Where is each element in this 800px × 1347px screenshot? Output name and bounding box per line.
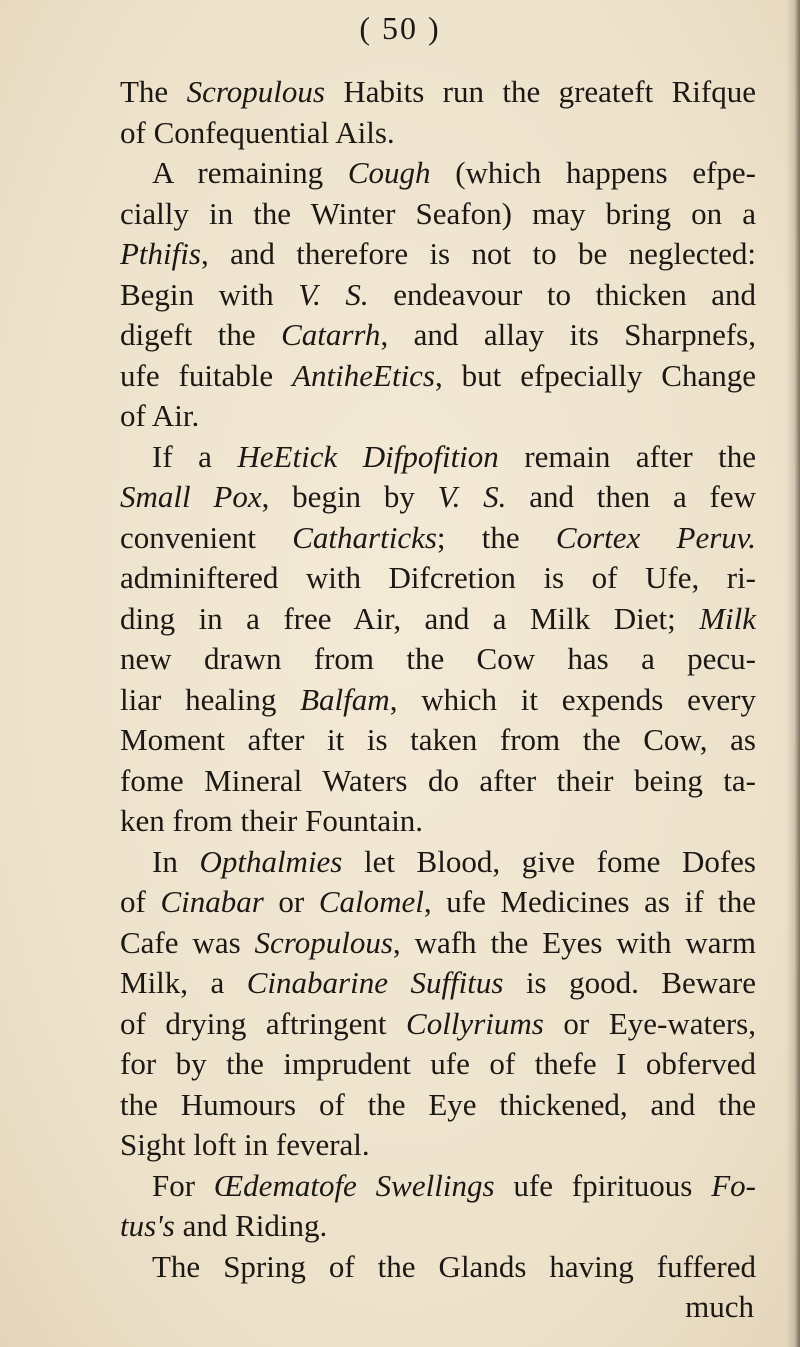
text-run: A remaining [152, 155, 348, 190]
italic-text: tus's [120, 1208, 175, 1243]
italic-text: Cinabar [160, 884, 264, 919]
text-run: let Blood, give fome Dofes [342, 843, 756, 879]
text-line [120, 315, 756, 356]
text-line [120, 113, 756, 154]
italic-text: Scropulous [186, 74, 325, 109]
text-run: ufe fpirituous [494, 1167, 712, 1203]
italic-text: V. S. [437, 479, 507, 514]
text-run: remain after the [498, 438, 757, 474]
text-line [120, 1287, 756, 1328]
text-run: of Air. [120, 398, 200, 433]
page-number: ( 50 ) [359, 10, 441, 46]
italic-text: Cinabarine Suffitus [246, 965, 504, 1000]
text-run: ufe fuitable [120, 357, 293, 393]
italic-text: Scropulous [254, 924, 393, 960]
text-line [120, 275, 756, 316]
text-run: If a [152, 438, 238, 474]
italic-text: Cough [347, 155, 431, 190]
text-line [120, 234, 756, 275]
italic-text: Balfam [300, 681, 390, 717]
text-line [120, 801, 756, 842]
text-run: ding in a free Air, and a Milk Diet; [120, 600, 700, 636]
text-line [120, 680, 756, 721]
italic-text: Milk [699, 600, 756, 636]
text-run: (which happens efpe- [430, 155, 756, 190]
text-run: Begin with [120, 276, 299, 312]
text-run: Moment after it is taken from the Cow, as [120, 722, 756, 757]
text-line [120, 1247, 756, 1288]
text-line [120, 720, 756, 761]
text-run: or [263, 884, 319, 919]
text-run: adminiftered with Difcretion is of Ufe, ri- [120, 560, 756, 595]
text-line [120, 1125, 756, 1166]
text-line [120, 1004, 756, 1045]
italic-text: Fo- [711, 1167, 756, 1203]
text-run: of drying aftringent [120, 1005, 407, 1041]
text-line [120, 194, 756, 235]
text-line [120, 1206, 756, 1247]
text-run: of [120, 884, 161, 919]
italic-text: Pthifis [120, 236, 201, 271]
text-line [120, 356, 756, 397]
text-line [120, 639, 756, 680]
text-line [120, 1166, 756, 1207]
text-run: Sight loft in feveral. [120, 1127, 370, 1162]
italic-text: Cortex Peruv. [555, 519, 756, 555]
text-line [120, 558, 756, 599]
text-run: The [120, 74, 187, 109]
text-line [120, 842, 756, 883]
text-line [120, 72, 756, 113]
text-run: ken from their Fountain. [120, 803, 424, 838]
text-run: cially in the Winter Seafon) may bring on a [120, 195, 756, 231]
text-run: , wafh the Eyes with warm [392, 924, 756, 960]
italic-text: Catarrh [281, 317, 381, 352]
text-run: In [152, 843, 200, 879]
text-run: , begin by [261, 479, 438, 514]
text-line [120, 761, 756, 802]
italic-text: V. S. [298, 276, 369, 312]
text-run: , and allay its Sharpnefs, [380, 317, 756, 352]
text-run: is good. Beware [503, 965, 756, 1000]
text-line [120, 1085, 756, 1126]
text-run: for by the imprudent ufe of thefe I obferved [120, 1046, 756, 1081]
text-run: The Spring of the Glands having fuffered [152, 1248, 756, 1284]
text-run: the Humours of the Eye thickened, and the [120, 1086, 756, 1122]
text-run: fome Mineral Waters do after their being ta- [120, 762, 756, 798]
text-run: or Eye-waters, [543, 1005, 757, 1041]
text-run: and Riding. [174, 1208, 328, 1243]
text-run: Milk, a [120, 965, 247, 1000]
italic-text: Small Pox [120, 479, 262, 514]
text-run: digeft the [120, 317, 282, 352]
italic-text: Catharticks [292, 519, 437, 555]
text-line [120, 518, 756, 559]
text-line [120, 396, 756, 437]
text-run: new drawn from the Cow has a pecu- [120, 641, 756, 676]
text-line [120, 477, 756, 518]
text-line [120, 963, 756, 1004]
text-line [120, 923, 756, 964]
text-run: Cafe was [120, 924, 255, 960]
text-run: , which it expends every [389, 681, 756, 717]
text-line [120, 153, 756, 194]
text-line [120, 437, 756, 478]
text-run: , and therefore is not to be neglected: [200, 236, 756, 271]
italic-text: AntiheEtics [292, 357, 435, 393]
italic-text: Œdematofe Swellings [213, 1167, 495, 1203]
text-run: of Confequential Ails. [120, 114, 395, 150]
text-line [120, 1044, 756, 1085]
text-run: endeavour to thicken and [368, 276, 756, 312]
italic-text: Collyriums [406, 1005, 544, 1041]
text-run: Habits run the greateft Rifque [324, 74, 756, 109]
italic-text: Opthalmies [199, 843, 343, 879]
text-line [120, 599, 756, 640]
page-edge-shadow [786, 0, 800, 1347]
text-line [120, 882, 756, 923]
text-run: much [685, 1289, 754, 1324]
italic-text: Calomel [318, 884, 424, 919]
text-run: convenient [120, 519, 293, 555]
text-run: , but efpecially Change [435, 357, 756, 393]
text-run: For [152, 1167, 214, 1203]
text-run: ; the [436, 519, 556, 555]
text-run: liar healing [120, 681, 301, 717]
italic-text: HeEtick Difpofition [237, 438, 499, 474]
text-run: and then a few [506, 479, 756, 514]
body-text [120, 72, 756, 1328]
text-run: , ufe Medicines as if the [423, 884, 756, 919]
